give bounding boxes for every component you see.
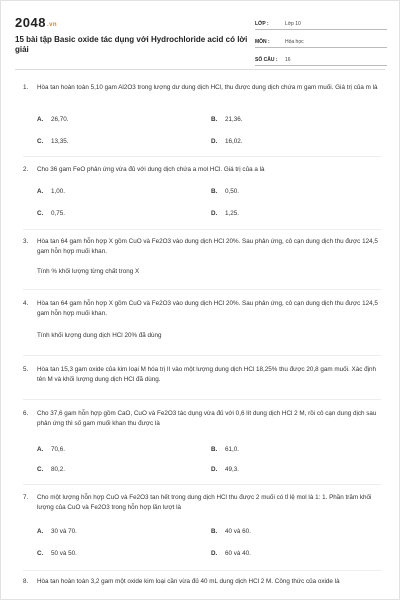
question-text: Cho một lượng hỗn hợp CuO và Fe2O3 tan hết trong dung dịch HCl thu được 2 muối có tỉ lệ mol là 1: 1. Phần trăm khối lượng của CuO và Fe2O3 trong hỗn hợp lần lượt là bbox=[37, 494, 372, 511]
question-text: Hòa tan 64 gam hỗn hợp X gồm CuO và Fe2O3 vào dung dịch HCl 20%. Sau phản ứng, cô cạn dung dịch thu được 124,5 gam hỗn hợp muối khan. bbox=[37, 300, 378, 317]
question-7 bbox=[23, 493, 381, 569]
header-divider bbox=[15, 69, 385, 70]
option-d[interactable]: D. 60 và 40. bbox=[211, 550, 251, 557]
question-number: 1. bbox=[23, 84, 29, 91]
header bbox=[15, 11, 385, 63]
question-text: Hòa tan hoàn toàn 5,10 gam Al2O3 trong lượng dư dung dịch HCl, thu được dung dịch chứa m gam muối. Giá trị của m là bbox=[37, 84, 378, 91]
meta-key: LỚP : bbox=[255, 21, 269, 27]
question-text: Hòa tan 15,3 gam oxide của kim loại M hóa trị II vào một lượng dung dịch HCl 18,25% thu được 20,8 gam muối. Xác định tên M và khối lượng dung dịch HCl đã dùng. bbox=[37, 366, 377, 383]
question-number: 5. bbox=[23, 366, 29, 373]
question-subtext: Tính % khối lượng từng chất trong X bbox=[37, 268, 140, 275]
question-number: 4. bbox=[23, 300, 29, 307]
meta-row-class bbox=[255, 15, 387, 30]
question-divider bbox=[23, 355, 381, 356]
meta-value: Lớp 10 bbox=[285, 21, 301, 27]
question-3 bbox=[23, 237, 381, 287]
question-text: Cho 37,6 gam hỗn hợp gồm CaO, CuO và Fe2O3 tác dụng vừa đủ với 0,6 lít dung dịch HCl 2 M, rồi cô cạn dung dịch sau phản ứng thì số gam muối khan thu được là bbox=[37, 410, 377, 427]
question-number: 7. bbox=[23, 494, 29, 501]
option-c[interactable]: C. 13,35. bbox=[37, 138, 69, 145]
meta-row-count bbox=[255, 51, 387, 66]
meta-info bbox=[255, 15, 387, 69]
question-number: 3. bbox=[23, 238, 29, 245]
option-d[interactable]: D. 49,3. bbox=[211, 466, 240, 473]
option-c[interactable]: C. 50 và 50. bbox=[37, 550, 77, 557]
question-text: Hòa tan hoàn toàn 3,2 gam một oxide kim loại cần vừa đủ 40 mL dung dịch HCl 2 M. Công thức của oxide là bbox=[37, 578, 340, 585]
option-c[interactable]: C. 0,75. bbox=[37, 210, 66, 217]
option-c[interactable]: C. 80,2. bbox=[37, 466, 66, 473]
question-4 bbox=[23, 299, 381, 349]
meta-key: SỐ CÂU : bbox=[255, 57, 278, 63]
question-subtext: Tính khối lượng dung dịch HCl 20% đã dùng bbox=[37, 332, 162, 339]
option-d[interactable]: D. 16,02. bbox=[211, 138, 243, 145]
question-divider bbox=[23, 156, 381, 157]
question-divider bbox=[23, 229, 381, 230]
option-a[interactable]: A. 26,70. bbox=[37, 116, 69, 123]
option-a[interactable]: A. 1,00. bbox=[37, 188, 66, 195]
question-divider bbox=[23, 484, 381, 485]
meta-row-subject bbox=[255, 33, 387, 48]
question-number: 8. bbox=[23, 578, 29, 585]
option-b[interactable]: B. 40 và 60. bbox=[211, 528, 251, 535]
question-text: Cho 36 gam FeO phản ứng vừa đủ với dung dịch chứa a mol HCl. Giá trị của a là bbox=[37, 166, 265, 173]
question-text: Hòa tan 64 gam hỗn hợp X gồm CuO và Fe2O3 vào dung dịch HCl 20%. Sau phản ứng, cô cạn dung dịch thu được 124,5 gam hỗn hợp muối khan. bbox=[37, 238, 378, 255]
question-1 bbox=[23, 83, 381, 153]
option-b[interactable]: B. 21,36. bbox=[211, 116, 243, 123]
option-a[interactable]: A. 70,6. bbox=[37, 446, 66, 453]
question-5 bbox=[23, 365, 381, 391]
option-b[interactable]: B. 61,0. bbox=[211, 446, 240, 453]
question-6 bbox=[23, 409, 381, 485]
question-number: 2. bbox=[23, 166, 29, 173]
option-a[interactable]: A. 30 và 70. bbox=[37, 528, 77, 535]
question-2 bbox=[23, 165, 381, 227]
question-number: 6. bbox=[23, 410, 29, 417]
question-divider bbox=[23, 570, 381, 571]
meta-value: Hóa học bbox=[285, 39, 304, 45]
question-divider bbox=[23, 399, 381, 400]
page-title: 15 bài tập Basic oxide tác dụng với Hydrochloride acid có lời giải bbox=[15, 35, 248, 54]
question-8 bbox=[23, 577, 381, 599]
site-logo[interactable]: 2048.vn bbox=[15, 15, 58, 30]
option-b[interactable]: B. 0,50. bbox=[211, 188, 240, 195]
meta-value: 16 bbox=[285, 57, 291, 63]
meta-key: MÔN : bbox=[255, 39, 270, 45]
option-d[interactable]: D. 1,25. bbox=[211, 210, 240, 217]
question-divider bbox=[23, 289, 381, 290]
